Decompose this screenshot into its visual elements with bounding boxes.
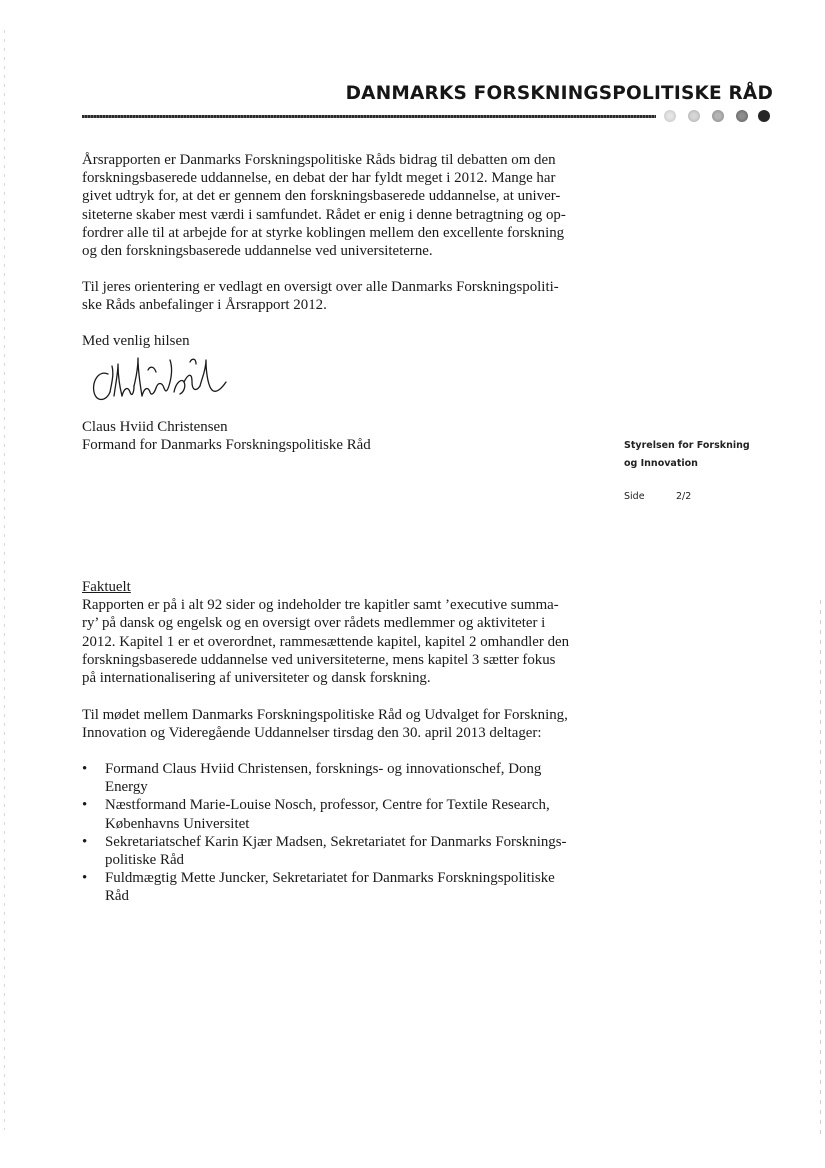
list-item [82, 869, 602, 905]
list-item-line: Energy [105, 779, 148, 796]
text-line: fordrer alle til at arbejde for at styrke koblingen mellem den excellente forskning [82, 224, 565, 241]
agency-name [624, 437, 774, 473]
list-item-line: Københavns Universitet [105, 815, 250, 832]
list-item-line: politiske Råd [105, 852, 184, 869]
meeting-paragraph [82, 706, 597, 742]
facts-section [82, 578, 597, 687]
logo-dot-icon [712, 110, 724, 122]
signer-name: Claus Hviid Christensen [82, 419, 228, 435]
list-item-line: • Næstformand Marie-Louise Nosch, professor, Centre for Textile Research, [105, 797, 550, 814]
logo-dot-icon [736, 110, 748, 122]
text-line: forskningsbaserede uddannelse, en debat der har fyldt meget i 2012. Mange har [82, 170, 556, 187]
text-line: Til mødet mellem Danmarks Forskningspolitiske Råd og Udvalget for Forskning, [82, 707, 568, 723]
text-line: ske Råds anbefalinger i Årsrapport 2012. [82, 297, 327, 314]
logo-dot-icon [758, 110, 770, 122]
text-line: Med venlig hilsen [82, 333, 190, 349]
text-line: ry’ på dansk og engelsk og en oversigt over rådets medlemmer og aktiviteter i [82, 615, 546, 632]
page-indicator [624, 491, 691, 502]
attendee-list [82, 760, 602, 906]
list-item-line: • Sekretariatschef Karin Kjær Madsen, Sekretariatet for Danmarks Forsknings- [105, 833, 567, 850]
scan-edge-right [820, 600, 821, 1140]
text-line: siteterne skaber mest værdi i samfundet. Rådet er enig i denne betragtning og op- [82, 206, 566, 223]
organization-title: DANMARKS FORSKNINGSPOLITISKE RÅD [345, 83, 773, 104]
list-item-line: • Fuldmægtig Mette Juncker, Sekretariatet for Danmarks Forskningspolitiske [105, 870, 555, 887]
agency-line: Styrelsen for Forskning [624, 440, 750, 451]
orientation-paragraph [82, 278, 597, 314]
text-line: Rapporten er på i alt 92 sider og indeholder tre kapitler samt ’executive summa- [82, 597, 559, 614]
list-item-line: • Formand Claus Hviid Christensen, forsknings- og innovationschef, Dong [105, 761, 542, 777]
intro-paragraph [82, 151, 597, 260]
signer-title: Formand for Danmarks Forskningspolitiske Råd [82, 437, 371, 454]
list-item-line: Råd [105, 888, 129, 905]
page-number: 2/2 [676, 491, 692, 502]
text-line: og den forskningsbaserede uddannelse ved universiteterne. [82, 243, 433, 260]
text-line: 2012. Kapitel 1 er et overordnet, rammesættende kapitel, kapitel 2 omhandler den [82, 633, 570, 650]
logo-dot-icon [664, 110, 676, 122]
signature-icon [88, 352, 238, 414]
logo-dots-icon [664, 110, 774, 124]
header-rule [82, 115, 656, 118]
scan-edge-left [4, 30, 5, 1130]
logo-dot-icon [688, 110, 700, 122]
agency-line: og Innovation [624, 458, 698, 469]
text-line: Til jeres orientering er vedlagt en oversigt over alle Danmarks Forskningspoliti- [82, 279, 559, 295]
closing-greeting [82, 332, 597, 350]
text-line: forskningsbaserede uddannelse ved universiteterne, mens kapitel 3 sætter fokus [82, 651, 556, 668]
list-item [82, 833, 602, 869]
list-item [82, 760, 602, 796]
text-line: Årsrapporten er Danmarks Forskningspolitiske Råds bidrag til debatten om den [82, 152, 556, 168]
text-line: Innovation og Videregående Uddannelser tirsdag den 30. april 2013 deltager: [82, 725, 542, 742]
page-label: Side [624, 491, 645, 502]
signer-block [82, 418, 597, 454]
text-line: givet udtryk for, at det er gennem den forskningsbaserede uddannelse, at univer- [82, 188, 561, 205]
text-line: på internationalisering af universiteter og dansk forskning. [82, 670, 431, 687]
list-item [82, 796, 602, 832]
facts-heading: Faktuelt [82, 579, 131, 595]
